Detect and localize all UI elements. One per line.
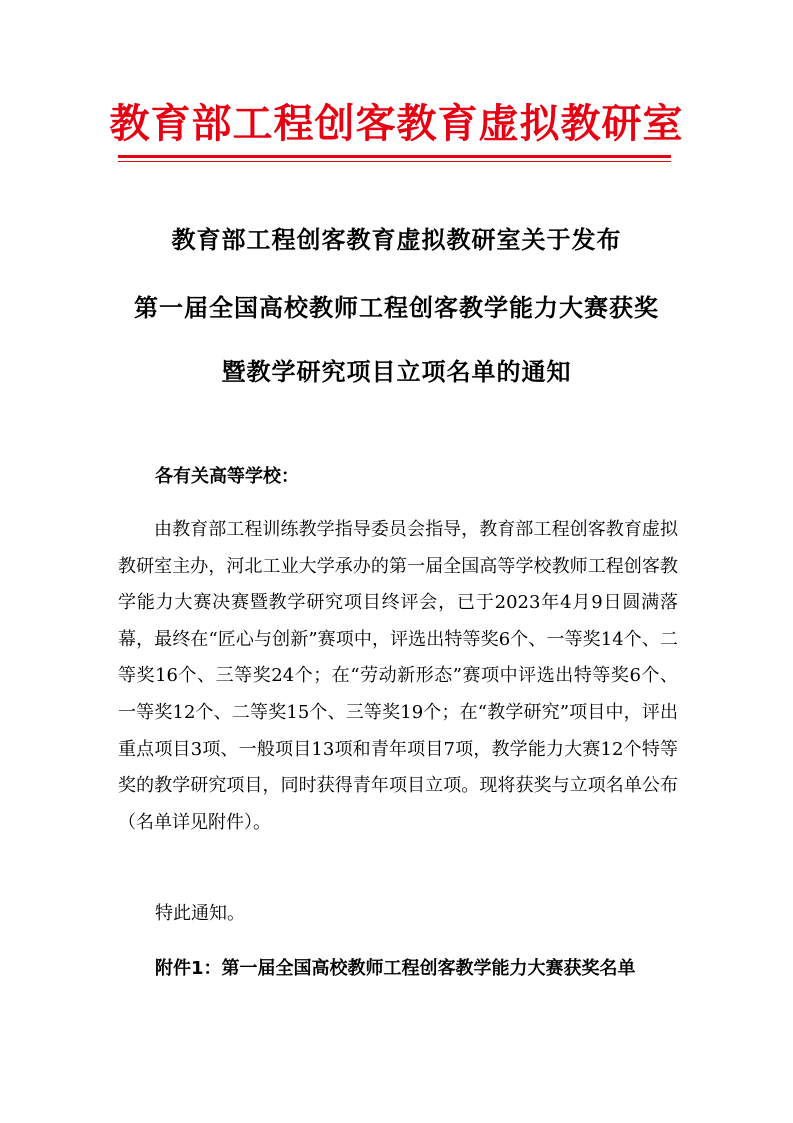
masthead-title: 教育部工程创客教育虚拟教研室	[109, 101, 684, 147]
notice-title-line-1: 教育部工程创客教育虚拟教研室关于发布	[171, 225, 622, 254]
masthead-rule-thick	[118, 155, 671, 158]
notice-title-line-3: 暨教学研究项目立项名单的通知	[221, 357, 572, 386]
attachment-line: 附件1：第一届全国高校教师工程创客教学能力大赛获奖名单	[155, 958, 636, 979]
body-paragraph: 由教育部工程训练教学指导委员会指导，教育部工程创客教育虚拟教研室主办，河北工业大学承办的第一届全国高等学校教师工程创客教学能力大赛决赛暨教学研究项目终评会，已于2023年4月9日圆满落幕，最终在“匠心与创新”赛项中，评选出特等奖6个、一等奖14个、二等奖16个、三等奖24个；在“劳动新形态”赛项中评选出特等奖6个、一等奖12个、二等奖15个、三等奖19个；在“教学研究”项目中，评出重点项目3项、一般项目13项和青年项目7项，教学能力大赛12个特等奖的教学研究项目，同时获得青年项目立项。现将获奖与立项名单公布（名单详见附件）。	[118, 519, 678, 833]
closing-line: 特此通知。	[155, 903, 245, 924]
salutation: 各有关高等学校：	[155, 466, 299, 487]
masthead-rule-thin	[118, 161, 671, 162]
notice-title-line-2: 第一届全国高校教师工程创客教学能力大赛获奖	[134, 293, 659, 322]
